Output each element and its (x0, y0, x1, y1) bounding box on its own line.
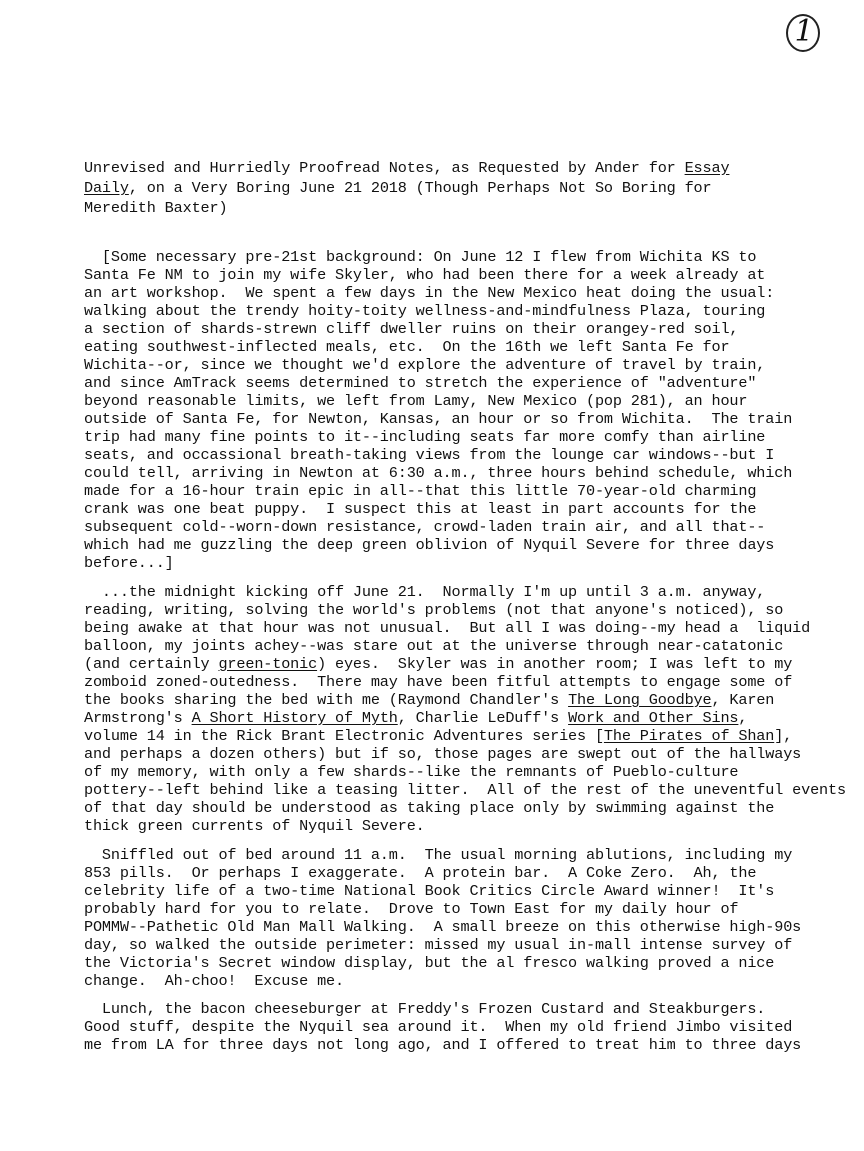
text-line (84, 673, 844, 691)
text-line (84, 536, 844, 554)
text-line (84, 500, 844, 518)
text-run: , (738, 709, 748, 727)
text-run: pottery--left behind like a teasing litter. All of the rest of the uneventful events (84, 781, 846, 799)
underlined-title: A Short History of Myth (191, 709, 398, 727)
text-line (84, 410, 844, 428)
text-run: Santa Fe NM to join my wife Skyler, who had been there for a week already at (84, 266, 766, 284)
text-run: , on a Very Boring June 21 2018 (Though Perhaps Not So Boring for (128, 179, 712, 197)
text-run: Lunch, the bacon cheeseburger at Freddy's Frozen Custard and Steakburgers. (84, 1000, 766, 1018)
text-line (84, 356, 844, 374)
text-run: (and certainly (84, 655, 219, 673)
text-run: ) eyes. Skyler was in another room; I was left to my (317, 655, 793, 673)
text-line (84, 691, 844, 709)
text-run: the books sharing the bed with me (Raymond Chandler's (84, 691, 569, 709)
text-run: balloon, my joints achey--was stare out at the universe through near-catatonic (84, 637, 784, 655)
underlined-title: Essay (684, 159, 730, 177)
text-line (84, 864, 844, 882)
text-line (84, 918, 844, 936)
text-run: before...] (84, 554, 174, 572)
text-run: 853 pills. Or perhaps I exaggerate. A protein bar. A Coke Zero. Ah, the (84, 864, 757, 882)
text-line (84, 817, 844, 835)
text-run: crank was one beat puppy. I suspect this at least in part accounts for the (84, 500, 757, 518)
text-run: day, so walked the outside perimeter: missed my usual in-mall intense survey of (84, 936, 793, 954)
underlined-title: Daily (84, 179, 129, 197)
underlined-title: Work and Other Sins (568, 709, 739, 727)
text-line (84, 619, 844, 637)
text-run: probably hard for you to relate. Drove to Town East for my daily hour of (84, 900, 739, 918)
text-run: a section of shards-strewn cliff dweller ruins on their orangey-red soil, (84, 320, 739, 338)
text-run: seats, and occassional breath-taking views from the lounge car windows--but I (84, 446, 775, 464)
text-line (84, 727, 844, 745)
text-run: Sniffled out of bed around 11 a.m. The usual morning ablutions, including my (84, 846, 793, 864)
text-run: could tell, arriving in Newton at 6:30 a.m., three hours behind schedule, which (84, 464, 793, 482)
text-line (84, 972, 844, 990)
text-line (84, 198, 784, 218)
text-line (84, 178, 784, 198)
text-run: subsequent cold--worn-down resistance, crowd-laden train air, and all that-- (84, 518, 766, 536)
text-run: ], (774, 727, 793, 745)
text-run: zomboid zoned-outedness. There may have been fitful attempts to engage some of (84, 673, 793, 691)
text-line (84, 446, 844, 464)
paragraph-morning (84, 846, 844, 990)
text-line (84, 781, 844, 799)
text-line (84, 745, 844, 763)
text-run: Wichita--or, since we thought we'd explore the adventure of travel by train, (84, 356, 766, 374)
text-line (84, 392, 844, 410)
text-run: and perhaps a dozen others) but if so, those pages are swept out of the hallways (84, 745, 802, 763)
paragraph-lunch (84, 1000, 844, 1054)
text-run: thick green currents of Nyquil Severe. (84, 817, 425, 835)
text-line (84, 266, 844, 284)
text-line (84, 464, 844, 482)
text-line (84, 583, 844, 601)
text-run: Good stuff, despite the Nyquil sea around it. When my old friend Jimbo visited (84, 1018, 793, 1036)
text-run: celebrity life of a two-time National Book Critics Circle Award winner! It's (84, 882, 775, 900)
text-run: , Karen (711, 691, 775, 709)
text-line (84, 482, 844, 500)
text-line (84, 554, 844, 572)
text-line (84, 936, 844, 954)
text-line (84, 374, 844, 392)
text-line (84, 637, 844, 655)
text-line (84, 763, 844, 781)
page-number: 1 (794, 14, 814, 49)
document-heading (84, 158, 784, 218)
text-run: volume 14 in the Rick Brant Electronic Adventures series [ (84, 727, 604, 745)
text-line (84, 655, 844, 673)
text-run: eating southwest-inflected meals, etc. On the 16th we left Santa Fe for (84, 338, 730, 356)
text-line (84, 954, 844, 972)
text-run: being awake at that hour was not unusual. But all I was doing--my head a liquid (84, 619, 811, 637)
text-run: of that day should be understood as taking place only by swimming against the (84, 799, 775, 817)
text-run: me from LA for three days not long ago, and I offered to treat him to three days (84, 1036, 802, 1054)
text-line (84, 320, 844, 338)
text-run: the Victoria's Secret window display, but the al fresco walking proved a nice (84, 954, 775, 972)
text-run: trip had many fine points to it--including seats far more comfy than airline (84, 428, 766, 446)
text-line (84, 338, 844, 356)
text-run: walking about the trendy hoity-toity wellness-and-mindfulness Plaza, touring (84, 302, 766, 320)
paragraph-background (84, 248, 844, 572)
text-run: and since AmTrack seems determined to stretch the experience of "adventure" (84, 374, 757, 392)
text-line (84, 799, 844, 817)
text-run: Unrevised and Hurriedly Proofread Notes, as Requested by Ander for (84, 159, 685, 177)
text-run: made for a 16-hour train epic in all--that this little 70-year-old charming (84, 482, 757, 500)
text-line (84, 158, 784, 178)
text-run: ...the midnight kicking off June 21. Normally I'm up until 3 a.m. anyway, (84, 583, 766, 601)
text-run: which had me guzzling the deep green oblivion of Nyquil Severe for three days (84, 536, 775, 554)
text-run: POMMW--Pathetic Old Man Mall Walking. A small breeze on this otherwise high-90s (84, 918, 802, 936)
text-line (84, 248, 844, 266)
text-line (84, 846, 844, 864)
text-run: [Some necessary pre-21st background: On June 12 I flew from Wichita KS to (84, 248, 757, 266)
text-line (84, 900, 844, 918)
text-line (84, 428, 844, 446)
text-line (84, 284, 844, 302)
text-line (84, 601, 844, 619)
underlined-title: The Pirates of Shan (603, 727, 775, 745)
underlined-title: The Long Goodbye (568, 691, 712, 709)
text-run: outside of Santa Fe, for Newton, Kansas, an hour or so from Wichita. The train (84, 410, 793, 428)
text-run: beyond reasonable limits, we left from Lamy, New Mexico (pop 281), an hour (84, 392, 748, 410)
text-line (84, 882, 844, 900)
text-run: Meredith Baxter) (84, 199, 228, 217)
text-run: an art workshop. We spent a few days in the New Mexico heat doing the usual: (84, 284, 775, 302)
text-line (84, 1036, 844, 1054)
text-run: of my memory, with only a few shards--like the remnants of Pueblo-culture (84, 763, 739, 781)
text-line (84, 709, 844, 727)
text-line (84, 1000, 844, 1018)
text-line (84, 1018, 844, 1036)
text-run: reading, writing, solving the world's problems (not that anyone's noticed), so (84, 601, 784, 619)
text-line (84, 518, 844, 536)
text-run: Armstrong's (84, 709, 192, 727)
text-run: change. Ah-choo! Excuse me. (84, 972, 344, 990)
text-run: , Charlie LeDuff's (397, 709, 569, 727)
underlined-title: green-tonic (218, 655, 318, 673)
text-line (84, 302, 844, 320)
paragraph-midnight (84, 583, 844, 835)
